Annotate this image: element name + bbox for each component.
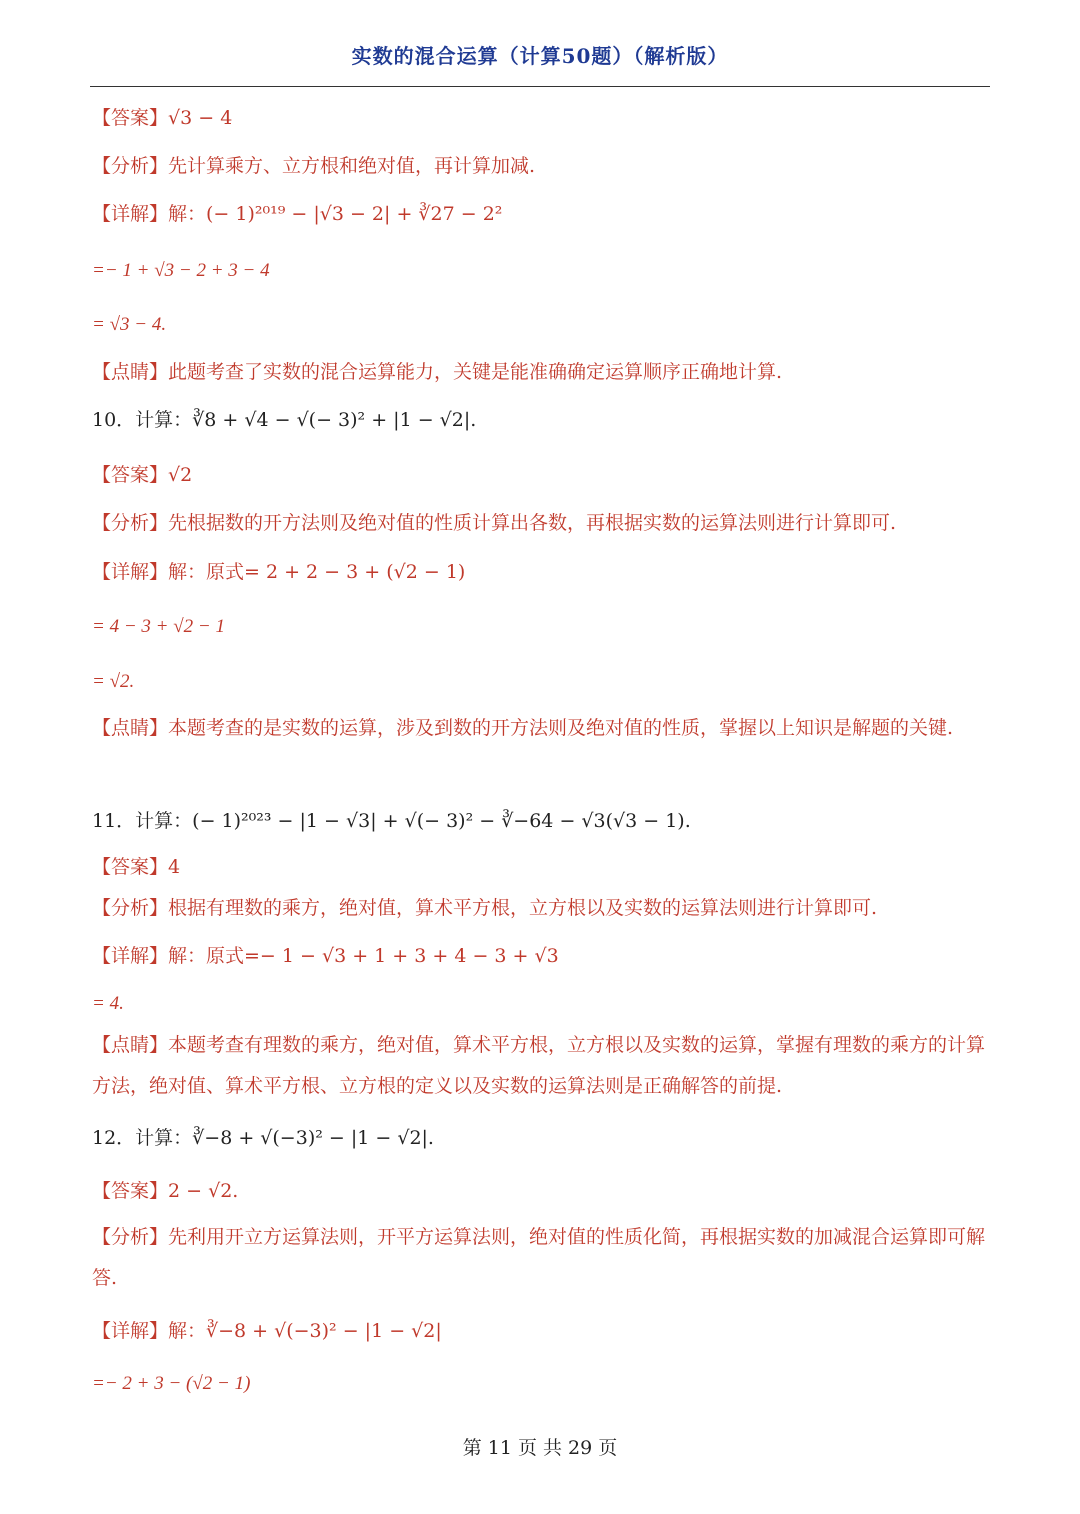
analysis-9: 【分析】先计算乘方、立方根和绝对值，再计算加减. (92, 155, 536, 177)
comment-10: 【点睛】本题考查的是实数的运算，涉及到数的开方法则及绝对值的性质，掌握以上知识是解题的关键. (92, 717, 954, 739)
solution-9-step-1: =− 1 + √3 − 2 + 3 − 4 (92, 260, 270, 281)
solution-9: 【详解】解：(− 1)²⁰¹⁹ − |√3 − 2| + ∛27 − 2² (92, 203, 503, 225)
answer-10: 【答案】√2 (92, 464, 193, 486)
solution-11-step-1: = 4. (92, 993, 124, 1014)
answer-9: 【答案】√3 − 4 (92, 107, 233, 129)
question-11: 11．计算：(− 1)²⁰²³ − |1 − √3| + √(− 3)² − ∛−64 − √3(√3 − 1). (92, 810, 691, 832)
solution-12-step-1: =− 2 + 3 − (√2 − 1) (92, 1373, 251, 1394)
comment-9: 【点睛】此题考查了实数的混合运算能力，关键是能准确确定运算顺序正确地计算. (92, 361, 783, 383)
question-10: 10．计算：∛8 + √4 − √(− 3)² + |1 − √2|. (92, 409, 477, 431)
answer-12: 【答案】2 − √2. (92, 1180, 239, 1202)
analysis-10: 【分析】先根据数的开方法则及绝对值的性质计算出各数，再根据实数的运算法则进行计算即可. (92, 512, 897, 534)
page-number: 第 11 页 共 29 页 (462, 1437, 618, 1459)
analysis-11: 【分析】根据有理数的乘方，绝对值，算术平方根，立方根以及实数的运算法则进行计算即可. (92, 897, 878, 919)
solution-10-step-1: = 4 − 3 + √2 − 1 (92, 616, 225, 637)
question-12: 12．计算：∛−8 + √(−3)² − |1 − √2|. (92, 1127, 434, 1149)
header-divider (90, 86, 990, 87)
page-title: 实数的混合运算（计算50题）（解析版） (351, 44, 729, 68)
comment-11: 【点睛】本题考查有理数的乘方，绝对值，算术平方根，立方根以及实数的运算，掌握有理数的乘方的计算方法，绝对值、算术平方根、立方根的定义以及实数的运算法则是正确解答的前提. (92, 1034, 986, 1097)
solution-9-step-2: = √3 − 4. (92, 314, 167, 335)
solution-11: 【详解】解：原式=− 1 − √3 + 1 + 3 + 4 − 3 + √3 (92, 945, 559, 967)
solution-10-step-2: = √2. (92, 671, 135, 692)
analysis-12: 【分析】先利用开立方运算法则，开平方运算法则，绝对值的性质化简，再根据实数的加减混合运算即可解答. (92, 1226, 986, 1289)
solution-12: 【详解】解：∛−8 + √(−3)² − |1 − √2| (92, 1320, 442, 1342)
solution-10: 【详解】解：原式= 2 + 2 − 3 + (√2 − 1) (92, 561, 466, 583)
answer-11: 【答案】4 (92, 856, 181, 878)
